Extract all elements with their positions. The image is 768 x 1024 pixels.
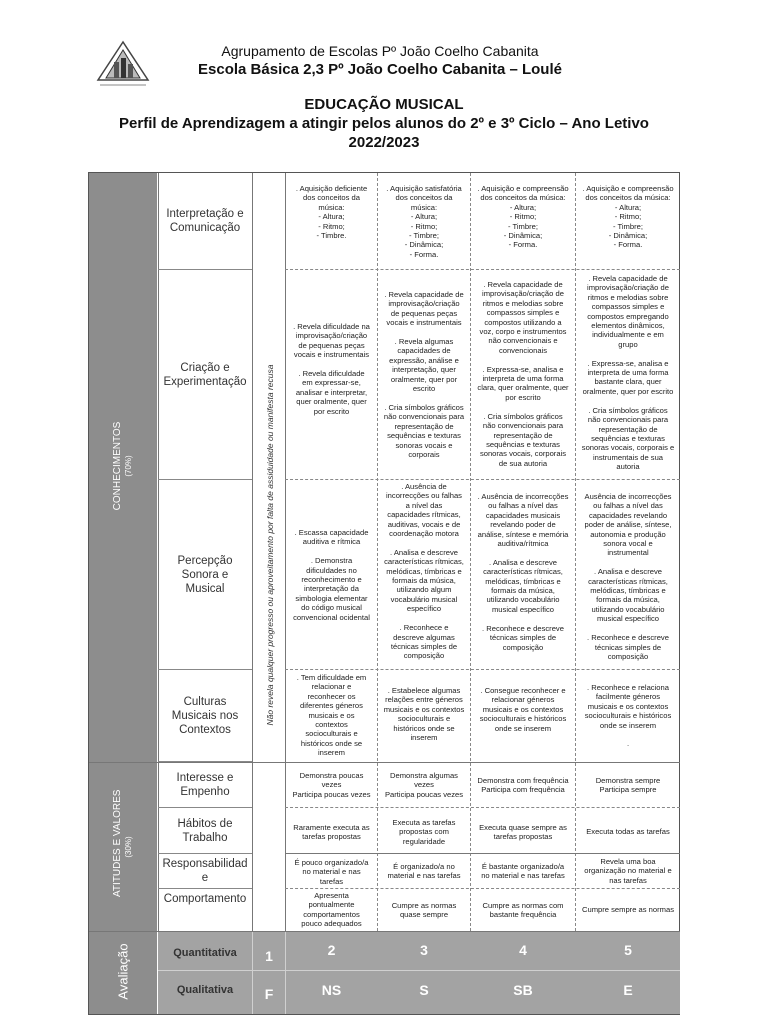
qualitativa-label: Qualitativa [176, 984, 234, 996]
cell-interpretacao-level2: . Aquisição deficiente dos conceitos da música: - Altura; - Ritmo; - Timbre. [295, 184, 368, 241]
avaliacao-label: Avaliação [115, 943, 131, 1000]
row-label-responsabilidade: Responsabilidade [158, 854, 252, 889]
cell-responsabilidade-level3: É organizado/a no material e nas tarefas [387, 862, 461, 881]
quantitativa-4: 4 [519, 942, 527, 958]
cell-culturas-level5: . Reconhece e relaciona facilmente géneros musicais e os contextos socioculturais e históricos onde se inserem . [584, 683, 672, 749]
quantitativa-1: 1 [265, 948, 273, 964]
cell-interesse-level5: Demonstra sempre Participa sempre [595, 776, 661, 795]
cell-criacao-level5: . Revela capacidade de improvisação/criação de ritmos e melodias sobre compassos simples e compostos empregando elementos dinâmicos, individualmente e em grupo . Expressa-se, analisa e interpreta de uma forma bastante clara, quer oralmente, quer por escrito . Cria símbolos gráficos não convencionais para representação de sequências e texturas sonoras vocais, corporais e instrumentais de sua autoria [581, 274, 675, 472]
quantitativa-5: 5 [624, 942, 632, 958]
cell-comportamento-level4: Cumpre as normas com bastante frequência [482, 901, 564, 920]
cell-comportamento-level2: Apresenta pontualmente comportamentos pouco adequados [301, 891, 362, 929]
school-year: 2022/2023 [348, 134, 420, 151]
document-title: EDUCAÇÃO MUSICAL [304, 96, 464, 113]
cell-comportamento-level3: Cumpre as normas quase sempre [391, 901, 457, 920]
cell-percepcao-level3: . Ausência de incorrecções ou falhas a nível das capacidades rítmicas, auditivas, vocais e de coordenação motora . Analisa e descreve características rítmicas, melódicas, tímbricas e formais da música, utilizando algum vocabulário musical específico . Reconhece e descreve algumas técnicas simples de composição [384, 482, 464, 661]
cell-criacao-level2: . Revela dificuldade na improvisação/criação de pequenas peças vocais e instrumentais . Revela dificuldade em expressar-se, analisar e interpretar, quer oralmente, quer por escrito [293, 322, 370, 416]
qualitativa-NS: NS [321, 982, 342, 998]
level-1-note: Não revela qualquer progresso ou aproveitamento por falta de assiduidade ou manifesta recusa [265, 364, 275, 726]
cell-habitos-level2: Raramente executa as tarefas propostas [293, 823, 370, 842]
cell-habitos-level3: Executa as tarefas propostas com regularidade [392, 818, 456, 846]
cell-responsabilidade-level5: Revela uma boa organização no material e nas tarefas [584, 857, 672, 885]
school-name: Escola Básica 2,3 Pº João Coelho Cabanita – Loulé [198, 61, 562, 78]
cell-interesse-level2: Demonstra poucas vezes Participa poucas vezes [292, 771, 371, 799]
cell-interesse-level4: Demonstra com frequência Participa com frequência [477, 776, 569, 795]
cell-culturas-level3: . Estabelece algumas relações entre géneros musicais e os contextos socioculturais e históricos onde se inserem [383, 686, 465, 743]
cell-percepcao-level4: . Ausência de incorrecções ou falhas a nível das capacidades musicais revelando poder de análise, síntese e memória auditiva/rítmica . Analisa e descreve características rítmicas, melódicas, tímbricas e formais da música, utilizando vocabulário musical específico . Reconhece e descreve técnicas simples de composição [477, 492, 569, 652]
row-label-comportamento: Comportamento [163, 893, 247, 905]
row-label-interpretacao: Interpretação e Comunicação [158, 173, 252, 270]
cell-criacao-level3: . Revela capacidade de improvisação/criação de pequenas peças vocais e instrumentais . Revela algumas capacidades de expressão, análise e interpretação, quer oralmente, quer por escrito . Cria símbolos gráficos não convencionais para representação de sequências e texturas sonoras vocais e corporais [383, 290, 465, 459]
cell-culturas-level4: . Consegue reconhecer e relacionar géneros musicais e os contextos socioculturais e históricos onde se inserem [479, 686, 567, 733]
school-group-name: Agrupamento de Escolas Pº João Coelho Cabanita [221, 43, 539, 59]
quantitativa-2: 2 [327, 942, 336, 958]
cell-habitos-level4: Executa quase sempre as tarefas propostas [479, 823, 567, 842]
cell-responsabilidade-level4: É bastante organizado/a no material e nas tarefas [481, 862, 565, 881]
qualitativa-F: F [264, 986, 274, 1002]
cell-interesse-level3: Demonstra algumas vezes Participa poucas vezes [384, 771, 464, 799]
cell-responsabilidade-level2: É pouco organizado/a no material e nas tarefas [294, 858, 369, 886]
row-label-habitos: Hábitos de Trabalho [158, 808, 252, 854]
row-label-criacao: Criação e Experimentação [158, 270, 252, 480]
row-label-percepcao: Percepção Sonora e Musical [158, 480, 252, 670]
cell-interpretacao-level5: . Aquisição e compreensão dos conceitos da música: - Altura; - Ritmo; - Timbre; - Dinâmica; - Forma. [582, 184, 674, 250]
qualitativa-SB: SB [513, 982, 533, 998]
cell-habitos-level5: Executa todas as tarefas [586, 827, 670, 836]
cell-interpretacao-level3: . Aquisição satisfatória dos conceitos da música: - Altura; - Ritmo; - Timbre; - Dinâmica; - Forma. [386, 184, 462, 259]
quantitativa-label: Quantitativa [173, 947, 237, 959]
qualitativa-S: S [419, 982, 429, 998]
row-label-culturas: Culturas Musicais nos Contextos [158, 670, 252, 762]
cell-criacao-level4: . Revela capacidade de improvisação/criação de ritmos e melodias sobre compassos simples e compostos utilizando a voz, corpo e instrumentos não convencionais e convencionais . Expressa-se, analisa e interpreta de uma forma clara, quer oralmente, quer por escrito . Cria símbolos gráficos não convencionais para representação de sequências e texturas sonoras vocais, corporais de sua autoria [477, 280, 569, 468]
cell-percepcao-level2: . Escassa capacidade auditiva e rítmica . Demonstra dificuldades no reconhecimento e interpretação da simbologia elementar do código musical convencional ocidental [293, 528, 370, 622]
document-subtitle: Perfil de Aprendizagem a atingir pelos alunos do 2º e 3º Ciclo – Ano Letivo [119, 115, 649, 132]
cell-interpretacao-level4: . Aquisição e compreensão dos conceitos da música: - Altura; - Ritmo; - Timbre; - Dinâmica; - Forma. [477, 184, 569, 250]
row-label-interesse: Interesse e Empenho [158, 763, 252, 808]
cell-culturas-level2: . Tem dificuldade em relacionar e reconhecer os diferentes géneros musicais e os contextos socioculturais e históricos onde se inserem [296, 673, 367, 758]
atitudes-label: ATITUDES E VALORES (30%) [112, 789, 133, 897]
school-logo [94, 40, 152, 90]
cell-percepcao-level5: Ausência de incorrecções ou falhas a nível das capacidades revelando poder de análise, síntese, autonomia e produção sonora vocal e instrumental . Analisa e descreve características rítmicas, melódicas, tímbricas e formais da música, utilizando vocabulário musical específico . Reconhece e descreve técnicas simples de composição [584, 492, 672, 661]
cell-comportamento-level5: Cumpre sempre as normas [581, 905, 674, 914]
quantitativa-3: 3 [420, 942, 428, 958]
qualitativa-E: E [623, 982, 633, 998]
conhecimentos-label: CONHECIMENTOS (70%) [112, 421, 133, 511]
